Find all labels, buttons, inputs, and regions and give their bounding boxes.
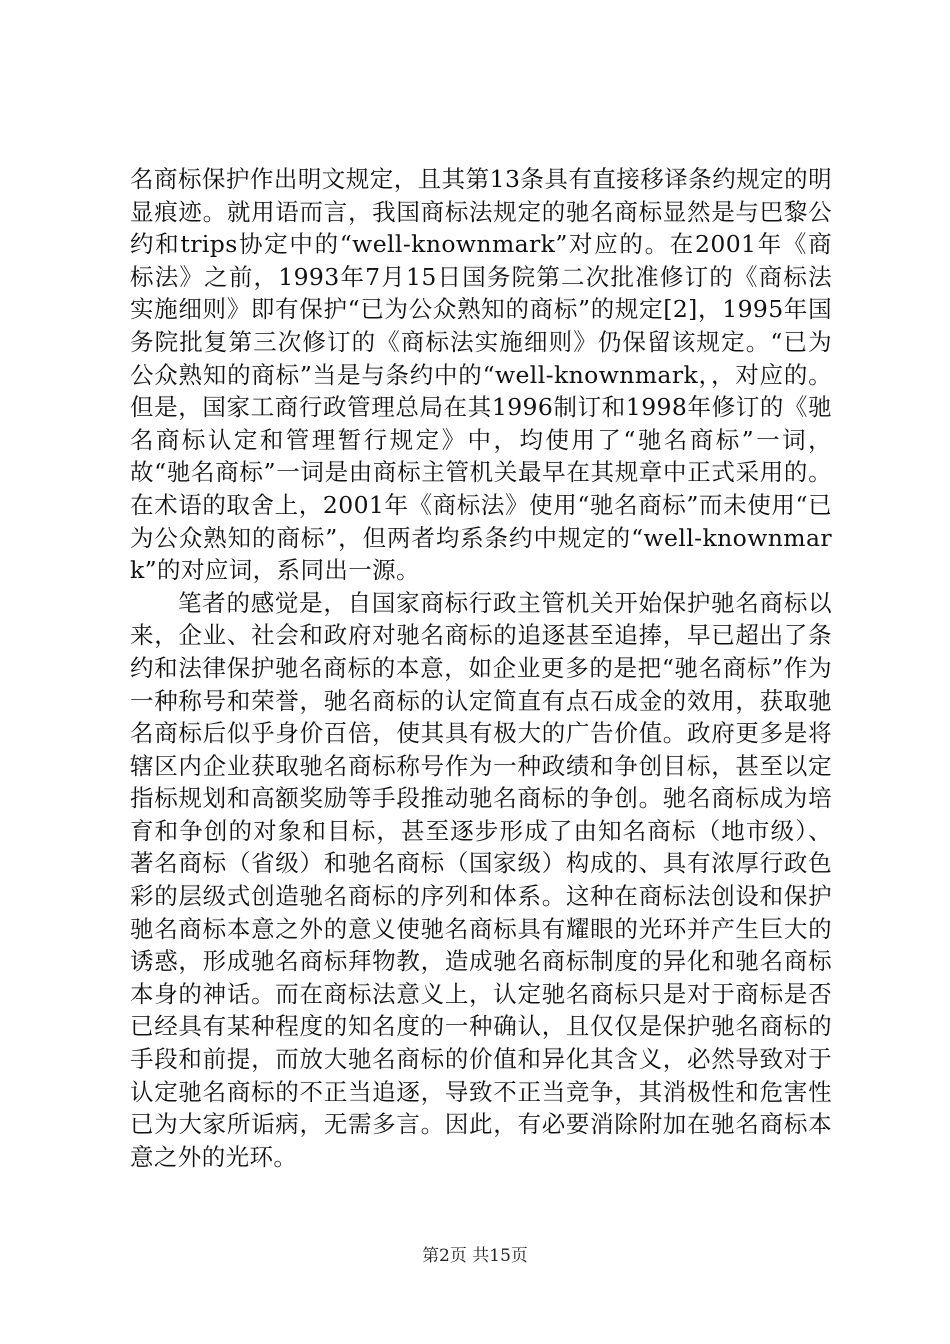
document-body (130, 163, 832, 1173)
paragraph-2: 笔者的感觉是，自国家商标行政主管机关开始保护驰名商标以来，企业、社会和政府对驰名商标的追逐甚至追捧，早已超出了条约和法律保护驰名商标的本意，如企业更多的是把“驰名商标”作为一种称号和荣誉，驰名商标的认定简直有点石成金的效用，获取驰名商标后似乎身价百倍，使其具有极大的广告价值。政府更多是将辖区内企业获取驰名商标称号作为一种政绩和争创目标，甚至以定指标规划和高额奖励等手段推动驰名商标的争创。驰名商标成为培育和争创的对象和目标，甚至逐步形成了由知名商标（地市级）、著名商标（省级）和驰名商标（国家级）构成的、具有浓厚行政色彩的层级式创造驰名商标的序列和体系。这种在商标法创设和保护驰名商标本意之外的意义使驰名商标具有耀眼的光环并产生巨大的诱惑，形成驰名商标拜物教，造成驰名商标制度的异化和驰名商标本身的神话。而在商标法意义上，认定驰名商标只是对于商标是否已经具有某种程度的知名度的一种确认，且仅仅是保护驰名商标的手段和前提，而放大驰名商标的价值和异化其含义，必然导致对于认定驰名商标的不正当追逐，导致不正当竞争，其消极性和危害性已为大家所诟病，无需多言。因此，有必要消除附加在驰名商标本意之外的光环。 (130, 588, 832, 1171)
page-footer: 第2页 共15页 (422, 1246, 528, 1266)
paragraph-1: 名商标保护作出明文规定，且其第13条具有直接移译条约规定的明显痕迹。就用语而言，我国商标法规定的驰名商标显然是与巴黎公约和trips协定中的“well-knownmark”对应的。在2001年《商标法》之前，1993年7月15日国务院第二次批准修订的《商标法实施细则》即有保护“已为公众熟知的商标”的规定[2]，1995年国务院批复第三次修订的《商标法实施细则》仍保留该规定。“已为公众熟知的商标”当是与条约中的“well-knownmark，，对应的。但是，国家工商行政管理总局在其1996制订和1998年修订的《驰名商标认定和管理暂行规定》中，均使用了“驰名商标”一词，故“驰名商标”一词是由商标主管机关最早在其规章中正式采用的。在术语的取舍上，2001年《商标法》使用“驰名商标”而未使用“已为公众熟知的商标”，但两者均系条约中规定的“well-knownmark”的对应词，系同出一源。 (130, 165, 832, 585)
